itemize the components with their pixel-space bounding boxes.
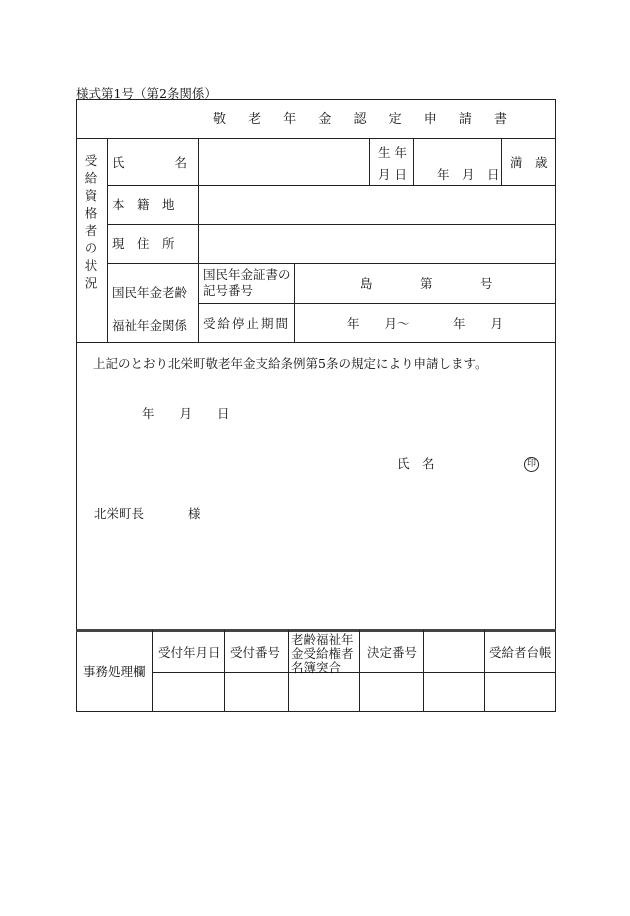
- certificate-label-line1: 国民年金証書の: [203, 267, 291, 282]
- row-divider-address: [107, 263, 556, 264]
- national-pension-label: 国民年金老齢: [112, 285, 188, 300]
- declaration-date: 年 月 日: [142, 406, 230, 421]
- registry-match-line1: 老齢福祉年: [291, 632, 354, 647]
- address-label: 現 住 所: [112, 236, 175, 251]
- suspension-label: 受給停止期間: [203, 316, 291, 331]
- addressee-honorific: 様: [188, 506, 201, 521]
- title-divider: [76, 138, 556, 139]
- row-divider-domicile: [107, 224, 556, 225]
- registry-match-line2: 金受給権者: [291, 646, 354, 661]
- certificate-dai: 第: [420, 276, 433, 291]
- addressee: 北栄町長: [94, 506, 145, 521]
- office-use-label: 事務処理欄: [83, 664, 146, 679]
- suspension-from: 年 月～: [347, 316, 410, 331]
- form-number: 様式第1号（第2条関係）: [76, 86, 217, 101]
- office-col-divider-4: [359, 630, 360, 712]
- birth-label-line2: 月 日: [378, 167, 407, 182]
- office-col-recipient-ledger: 受給者台帳: [489, 645, 552, 660]
- birth-label-left-divider: [369, 138, 370, 185]
- office-col-divider-5: [423, 630, 424, 712]
- row-divider-name: [107, 185, 556, 186]
- status-section-divider: [76, 342, 556, 343]
- label-column-divider: [198, 138, 199, 342]
- office-col-divider-3: [288, 630, 289, 712]
- domicile-label: 本 籍 地: [112, 197, 175, 212]
- office-col-decision-number: 決定番号: [367, 645, 418, 660]
- certificate-label-divider: [294, 263, 295, 342]
- birth-date-units: 年 月 日: [437, 167, 500, 182]
- certificate-island: 島: [360, 276, 373, 291]
- birth-label-line1: 生 年: [378, 145, 407, 160]
- declaration-statement: 上記のとおり北栄町敬老年金支給条例第5条の規定により申請します。: [93, 356, 488, 371]
- suspension-to: 年 月: [453, 316, 504, 331]
- birth-label-right-divider: [413, 138, 414, 185]
- office-col-received-number: 受付番号: [230, 645, 281, 660]
- age-label: 満 歳: [510, 155, 548, 170]
- age-divider: [501, 138, 502, 185]
- welfare-pension-label: 福祉年金関係: [112, 318, 188, 333]
- status-side-label: 受給資格者の状況: [83, 154, 98, 294]
- office-col-divider-1: [152, 630, 153, 712]
- form-title: 敬 老 年 金 認 定 申 請 書: [213, 112, 517, 127]
- seal-mark: 印: [524, 457, 539, 472]
- certificate-label-line2: 記号番号: [203, 283, 254, 298]
- office-col-divider-2: [224, 630, 225, 712]
- office-col-divider-6: [484, 630, 485, 712]
- name-label: 氏 名: [112, 155, 188, 170]
- side-label-divider: [107, 138, 108, 342]
- row-divider-certificate: [198, 303, 556, 304]
- office-col-received-date: 受付年月日: [158, 645, 221, 660]
- registry-match-line3: 名簿突合: [291, 660, 342, 675]
- office-col-registry-match: [291, 633, 358, 675]
- signature-label: 氏 名: [397, 456, 435, 471]
- certificate-go: 号: [480, 276, 493, 291]
